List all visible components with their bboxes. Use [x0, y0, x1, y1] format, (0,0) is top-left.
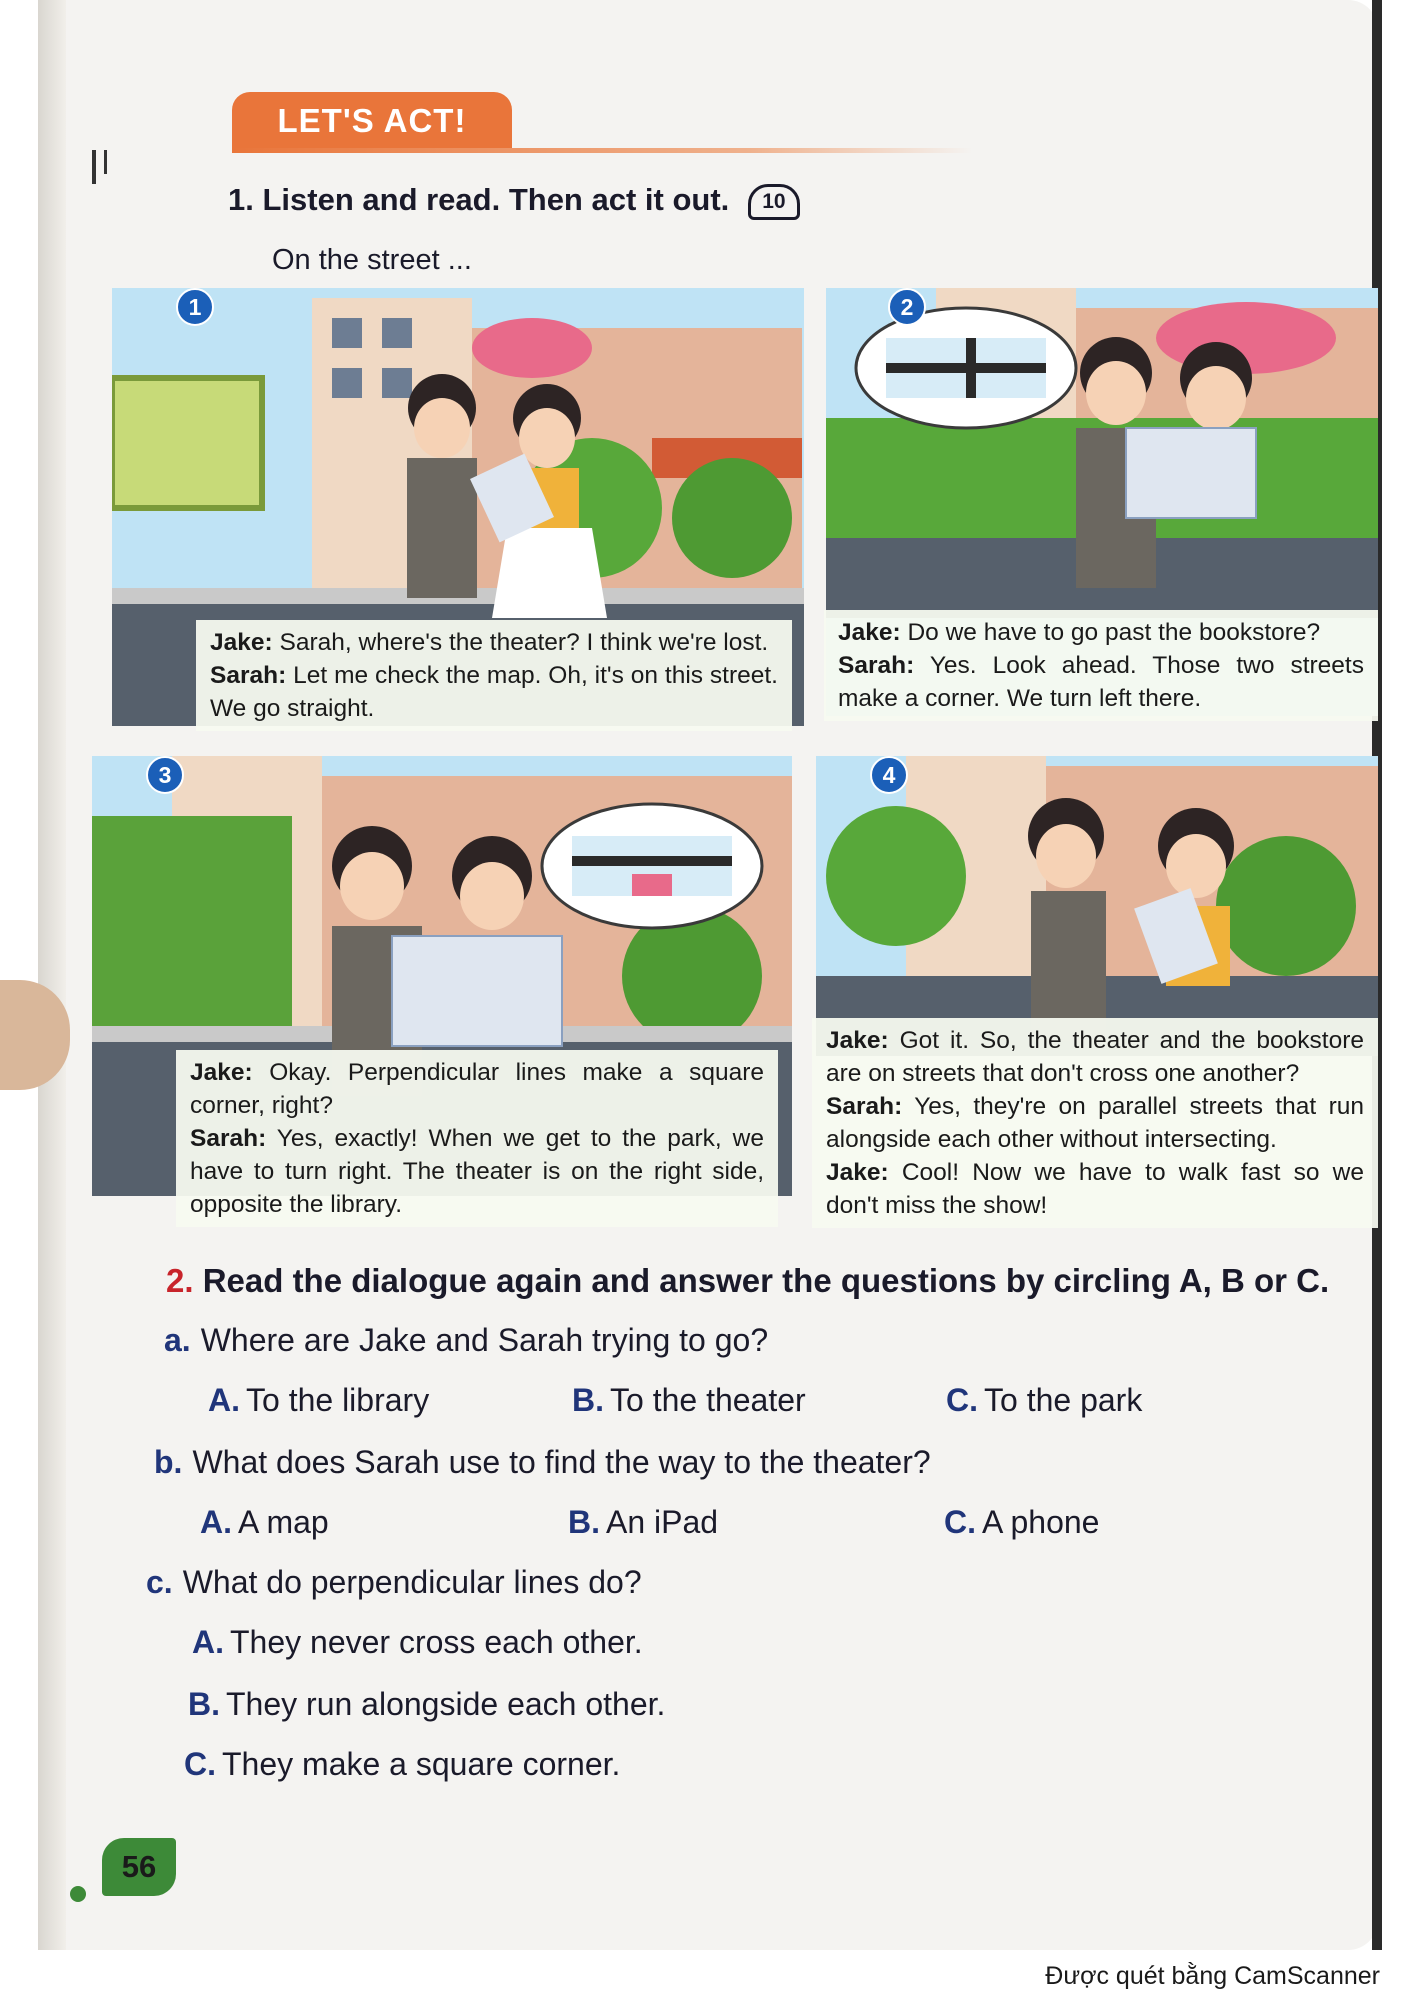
option-letter: B. — [572, 1382, 604, 1418]
option-a-a[interactable] — [208, 1382, 429, 1419]
question-b — [154, 1444, 931, 1481]
option-b-b[interactable] — [568, 1504, 718, 1541]
exercise-1-instruction: Listen and read. Then act it out. — [262, 182, 730, 217]
option-letter: A. — [200, 1504, 232, 1540]
question-text: Where are Jake and Sarah trying to go? — [200, 1322, 769, 1358]
margin-mark — [104, 150, 107, 174]
option-text: An iPad — [606, 1504, 719, 1540]
line-text: Sarah, where's the theater? I think we're lost. — [279, 629, 769, 656]
audio-track-number: 10 — [762, 189, 786, 213]
question-text: What do perpendicular lines do? — [182, 1564, 642, 1600]
line-text: Yes, they're on parallel streets that run alongside each other without intersecting. — [826, 1093, 1364, 1153]
audio-headphones-icon[interactable] — [748, 184, 800, 220]
option-a-b[interactable] — [572, 1382, 806, 1419]
speaker-name: Sarah: — [210, 662, 287, 689]
dialogue-line — [190, 1056, 764, 1122]
option-letter: B. — [568, 1504, 600, 1540]
dialogue-line — [210, 659, 778, 725]
option-a-c[interactable] — [946, 1382, 1142, 1419]
option-text: They make a square corner. — [222, 1746, 621, 1782]
scanner-watermark: Được quét bằng CamScanner — [1045, 1962, 1380, 1990]
line-text: Cool! Now we have to walk fast so we don't miss the show! — [826, 1159, 1364, 1219]
option-letter: C. — [184, 1746, 216, 1782]
panel-number-2: 2 — [888, 288, 926, 326]
question-letter: b. — [154, 1444, 183, 1480]
line-text: Yes. Look ahead. Those two streets make a corner. We turn left there. — [838, 652, 1364, 712]
dialogue-line — [210, 626, 778, 659]
option-letter: A. — [192, 1624, 224, 1660]
option-letter: B. — [188, 1686, 220, 1722]
question-text: What does Sarah use to find the way to the theater? — [192, 1444, 931, 1480]
option-text: To the theater — [610, 1382, 806, 1418]
speaker-name: Jake: — [838, 619, 901, 646]
speaker-name: Sarah: — [838, 652, 915, 679]
margin-mark — [92, 150, 96, 184]
panel-number-1: 1 — [176, 288, 214, 326]
exercise-2-title — [166, 1262, 1329, 1300]
dialogue-line — [826, 1090, 1364, 1156]
panel-1-caption — [196, 620, 792, 731]
section-tab-label: LET'S ACT! — [277, 102, 467, 139]
speaker-name: Jake: — [190, 1059, 253, 1086]
exercise-2-instruction: Read the dialogue again and answer the questions by circling A, B or C. — [202, 1262, 1330, 1299]
question-a — [164, 1322, 768, 1359]
dialogue-line — [826, 1156, 1364, 1222]
page-number-dot — [70, 1886, 86, 1902]
exercise-1-number: 1. — [228, 182, 254, 217]
speaker-name: Sarah: — [826, 1093, 903, 1120]
question-c — [146, 1564, 642, 1601]
question-letter: c. — [146, 1564, 173, 1600]
comic-panel-4 — [816, 756, 1378, 1056]
dialogue-line — [838, 649, 1364, 715]
speaker-name: Jake: — [826, 1159, 889, 1186]
speaker-name: Sarah: — [190, 1125, 267, 1152]
option-letter: C. — [946, 1382, 978, 1418]
line-text: Do we have to go past the bookstore? — [907, 619, 1321, 646]
option-c-c[interactable] — [184, 1746, 620, 1783]
dialogue-line — [826, 1024, 1364, 1090]
dialogue-line — [190, 1122, 764, 1221]
exercise-2-number: 2. — [166, 1262, 194, 1299]
line-text: Yes, exactly! When we get to the park, we have to turn right. The theater is on the right side, opposite the library. — [190, 1125, 764, 1218]
line-text: Got it. So, the theater and the bookstore are on streets that don't cross one another? — [826, 1027, 1364, 1087]
option-text: To the library — [246, 1382, 430, 1418]
section-tab — [232, 92, 512, 150]
question-letter: a. — [164, 1322, 191, 1358]
option-c-b[interactable] — [188, 1686, 665, 1723]
panel-3-caption — [176, 1050, 778, 1227]
dialogue-line — [838, 616, 1364, 649]
option-text: They run alongside each other. — [226, 1686, 666, 1722]
exercise-1-title — [228, 182, 800, 220]
speaker-name: Jake: — [826, 1027, 889, 1054]
option-text: A map — [238, 1504, 329, 1540]
option-b-c[interactable] — [944, 1504, 1099, 1541]
option-b-a[interactable] — [200, 1504, 329, 1541]
line-text: Okay. Perpendicular lines make a square corner, right? — [190, 1059, 764, 1119]
line-text: Let me check the map. Oh, it's on this street. We go straight. — [210, 662, 778, 722]
page-number: 56 — [102, 1838, 176, 1896]
panel-4-caption — [812, 1018, 1378, 1228]
option-letter: C. — [944, 1504, 976, 1540]
option-text: They never cross each other. — [230, 1624, 643, 1660]
panel-2-caption — [824, 610, 1378, 721]
dialogue-subtitle: On the street ... — [272, 244, 472, 276]
option-text: To the park — [984, 1382, 1143, 1418]
speaker-name: Jake: — [210, 629, 273, 656]
panel-number-4: 4 — [870, 756, 908, 794]
option-text: A phone — [982, 1504, 1100, 1540]
panel-number-3: 3 — [146, 756, 184, 794]
option-letter: A. — [208, 1382, 240, 1418]
page-binding-edge — [38, 0, 66, 1950]
section-divider — [232, 148, 972, 153]
street-scene-illustration — [816, 756, 1378, 1056]
option-c-a[interactable] — [192, 1624, 643, 1661]
